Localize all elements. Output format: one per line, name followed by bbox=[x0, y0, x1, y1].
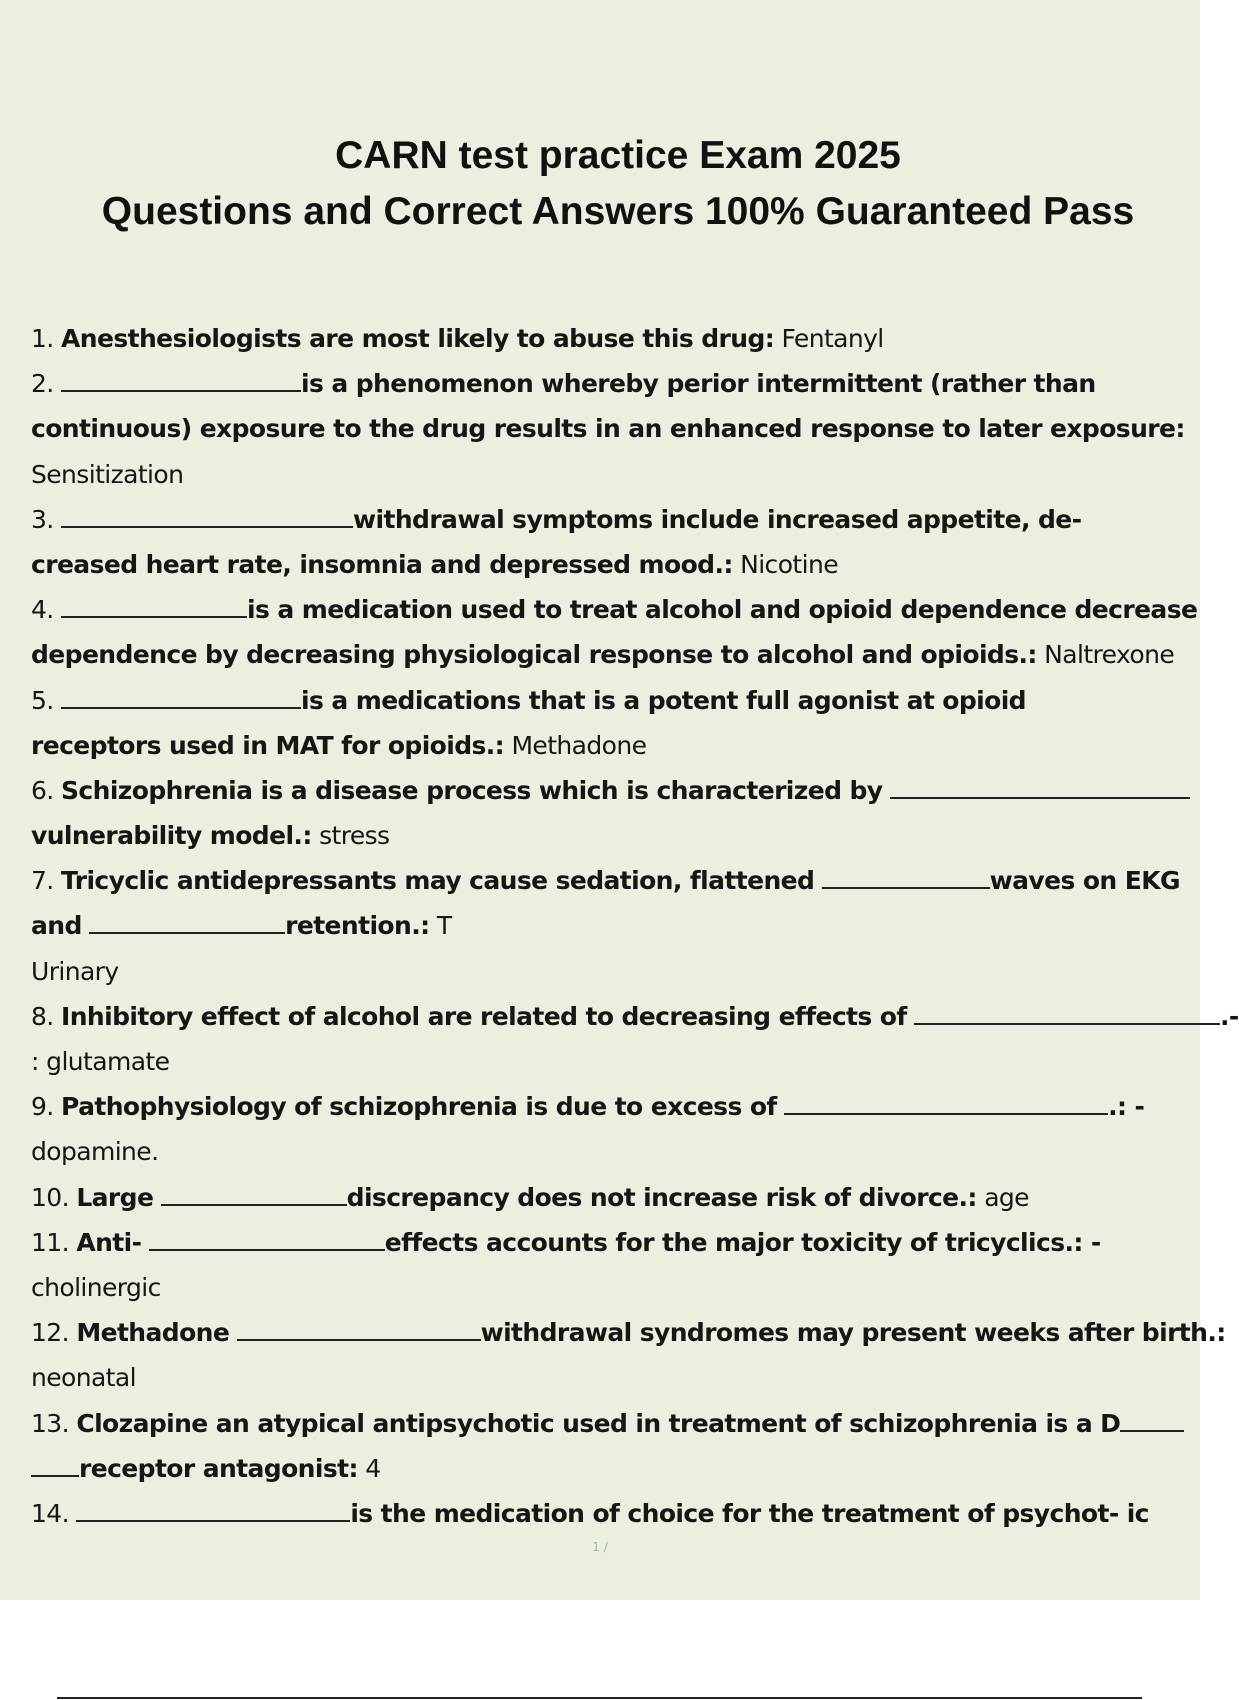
answer-text: age bbox=[984, 1182, 1029, 1212]
document-title bbox=[0, 128, 1236, 240]
answer-text: Fentanyl bbox=[781, 324, 884, 353]
question-text: Anti- bbox=[76, 1227, 142, 1257]
answer-text: T bbox=[436, 911, 452, 941]
question-text: creased heart rate, insomnia and depressed mood.: bbox=[31, 549, 733, 579]
question-10 bbox=[31, 1175, 1200, 1220]
answer-text: neonatal bbox=[31, 1363, 136, 1393]
question-7 bbox=[31, 858, 1200, 903]
answer-text: 4 bbox=[365, 1453, 381, 1483]
answer-blank bbox=[61, 368, 301, 392]
question-list bbox=[31, 316, 1239, 1536]
question-number: 5. bbox=[31, 685, 54, 715]
question-text: dependence by decreasing physiological response to alcohol and opioids.: bbox=[31, 640, 1037, 670]
page-number: 1 / bbox=[592, 1540, 608, 1554]
question-number: 1. bbox=[31, 324, 54, 353]
question-text: vulnerability model.: bbox=[31, 821, 312, 851]
question-5-continued bbox=[31, 723, 1200, 768]
answer-blank bbox=[61, 504, 353, 528]
answer-blank bbox=[149, 1227, 385, 1251]
question-13 bbox=[31, 1401, 1200, 1446]
question-text: is a medication used to treat alcohol and opioid dependence decrease bbox=[247, 595, 1198, 625]
question-8 bbox=[31, 994, 1239, 1039]
question-text: Tricyclic antidepressants may cause sedation, flattened bbox=[61, 866, 815, 896]
question-text: .: - bbox=[1108, 1092, 1145, 1122]
question-6 bbox=[31, 768, 1200, 813]
question-5 bbox=[31, 678, 1200, 723]
question-text: Anesthesiologists are most likely to abuse this drug: bbox=[61, 324, 775, 353]
question-7-continued bbox=[31, 903, 1200, 948]
question-text: receptors used in MAT for opioids.: bbox=[31, 730, 505, 760]
title-line-1: CARN test practice Exam 2025 bbox=[335, 134, 901, 177]
question-text: is a medications that is a potent full agonist at opioid bbox=[301, 685, 1026, 715]
answer-blank bbox=[237, 1317, 481, 1341]
question-text: Clozapine an atypical antipsychotic used in treatment of schizophrenia is a D bbox=[76, 1408, 1121, 1438]
question-number: 12. bbox=[31, 1318, 69, 1348]
answer-text: stress bbox=[319, 821, 390, 851]
question-number: 2. bbox=[31, 369, 54, 399]
question-text: and bbox=[31, 911, 82, 941]
question-number: 13. bbox=[31, 1408, 69, 1438]
question-number: 4. bbox=[31, 595, 54, 625]
question-text: Schizophrenia is a disease process which is characterized by bbox=[61, 775, 883, 805]
question-text: is the medication of choice for the treatment of psychot- ic bbox=[350, 1498, 1149, 1528]
question-2 bbox=[31, 361, 1200, 406]
title-line-2: Questions and Correct Answers 100% Guaranteed Pass bbox=[101, 190, 1135, 233]
footer-divider bbox=[57, 1697, 1142, 1699]
question-text: Large bbox=[76, 1182, 154, 1212]
answer-blank bbox=[61, 685, 301, 709]
question-12 bbox=[31, 1310, 1226, 1355]
question-number: 9. bbox=[31, 1092, 54, 1122]
question-number: 8. bbox=[31, 1001, 54, 1031]
question-text: .- bbox=[1220, 1001, 1239, 1031]
question-3-continued bbox=[31, 542, 1200, 587]
question-9 bbox=[31, 1084, 1200, 1129]
question-text: effects accounts for the major toxicity of tricyclics.: - bbox=[384, 1227, 1101, 1257]
question-14 bbox=[31, 1491, 1200, 1536]
question-text: is a phenomenon whereby perior intermittent (rather than bbox=[301, 369, 1096, 399]
question-2-continued: continuous) exposure to the drug results in an enhanced response to later exposure: bbox=[31, 414, 1185, 444]
answer-text: Sensitization bbox=[31, 459, 184, 489]
question-3 bbox=[31, 497, 1200, 542]
question-number: 6. bbox=[31, 775, 54, 805]
answer-text: Naltrexone bbox=[1044, 640, 1175, 670]
question-11 bbox=[31, 1220, 1200, 1265]
answer-blank bbox=[784, 1091, 1108, 1115]
question-text: receptor antagonist: bbox=[79, 1453, 358, 1483]
question-number: 7. bbox=[31, 866, 54, 896]
answer-text: : glutamate bbox=[31, 1047, 170, 1076]
answer-text: Methadone bbox=[511, 730, 647, 760]
question-text: discrepancy does not increase risk of divorce.: bbox=[346, 1182, 977, 1212]
question-text: Inhibitory effect of alcohol are related to decreasing effects of bbox=[61, 1001, 907, 1031]
question-text: retention.: bbox=[285, 911, 430, 941]
question-text: Pathophysiology of schizophrenia is due to excess of bbox=[61, 1092, 777, 1122]
answer-blank bbox=[61, 594, 247, 618]
question-number: 3. bbox=[31, 504, 54, 534]
answer-text: Nicotine bbox=[740, 549, 838, 579]
answer-text: Urinary bbox=[31, 956, 119, 986]
answer-blank bbox=[914, 1001, 1220, 1025]
answer-text: cholinergic bbox=[31, 1272, 161, 1302]
question-4-continued bbox=[31, 632, 1200, 677]
question-13-continued bbox=[31, 1446, 1200, 1491]
answer-blank bbox=[890, 775, 1190, 799]
question-text: withdrawal symptoms include increased appetite, de- bbox=[353, 504, 1082, 534]
answer-blank bbox=[161, 1182, 347, 1206]
question-6-continued bbox=[31, 813, 1200, 858]
question-1 bbox=[31, 316, 1200, 361]
answer-text: dopamine. bbox=[31, 1137, 159, 1167]
answer-blank bbox=[1120, 1408, 1184, 1432]
answer-blank bbox=[89, 910, 285, 934]
question-4 bbox=[31, 587, 1200, 632]
answer-blank bbox=[31, 1453, 79, 1477]
question-text: waves on EKG bbox=[989, 866, 1180, 896]
question-number: 11. bbox=[31, 1227, 69, 1257]
answer-blank bbox=[76, 1498, 350, 1522]
question-number: 14. bbox=[31, 1498, 69, 1528]
question-text: Methadone bbox=[76, 1318, 230, 1348]
answer-blank bbox=[822, 865, 990, 889]
question-text: withdrawal syndromes may present weeks after birth.: bbox=[480, 1318, 1226, 1348]
question-number: 10. bbox=[31, 1182, 69, 1212]
